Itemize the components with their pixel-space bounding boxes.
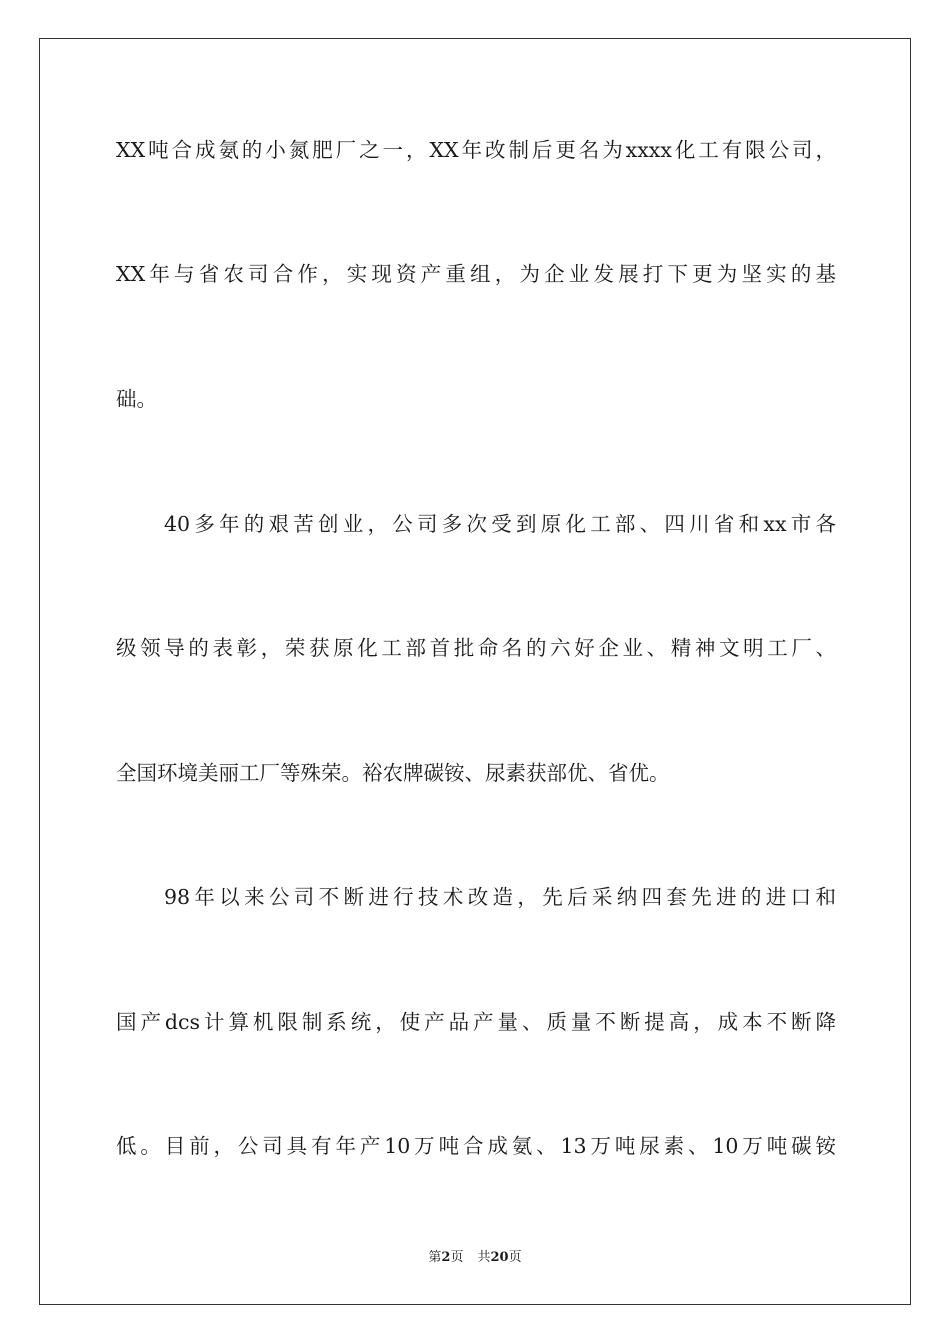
page-suffix: 页 (450, 1250, 464, 1265)
text-line: 全国环境美丽工厂等殊荣。裕农牌碳铵、尿素获部优、省优。 (116, 761, 670, 785)
text-line: 础。 (116, 387, 157, 411)
text-line: 低。目前，公司具有年产10万吨合成氨、13万吨尿素、10万吨碳铵 (116, 1134, 836, 1158)
page-footer (0, 1246, 950, 1265)
text-line: 级领导的表彰，荣获原化工部首批命名的六好企业、精神文明工厂、 (116, 636, 836, 660)
text-line: 98年以来公司不断进行技术改造，先后采纳四套先进的进口和 (164, 885, 836, 909)
total-pages: 20 (490, 1250, 509, 1265)
page-number: 2 (441, 1250, 451, 1265)
text-line: 国产dcs计算机限制系统，使产品产量、质量不断提高，成本不断降 (116, 1010, 836, 1034)
text-line: XX年与省农司合作，实现资产重组，为企业发展打下更为坚实的基 (116, 262, 836, 286)
page-prefix: 第 (428, 1250, 442, 1265)
total-prefix: 共 (477, 1250, 491, 1265)
total-suffix: 页 (508, 1250, 522, 1265)
page-border (39, 38, 911, 1305)
text-line: XX吨合成氨的小氮肥厂之一，XX年改制后更名为xxxx化工有限公司， (116, 138, 836, 162)
text-line: 40多年的艰苦创业，公司多次受到原化工部、四川省和xx市各 (164, 512, 836, 536)
